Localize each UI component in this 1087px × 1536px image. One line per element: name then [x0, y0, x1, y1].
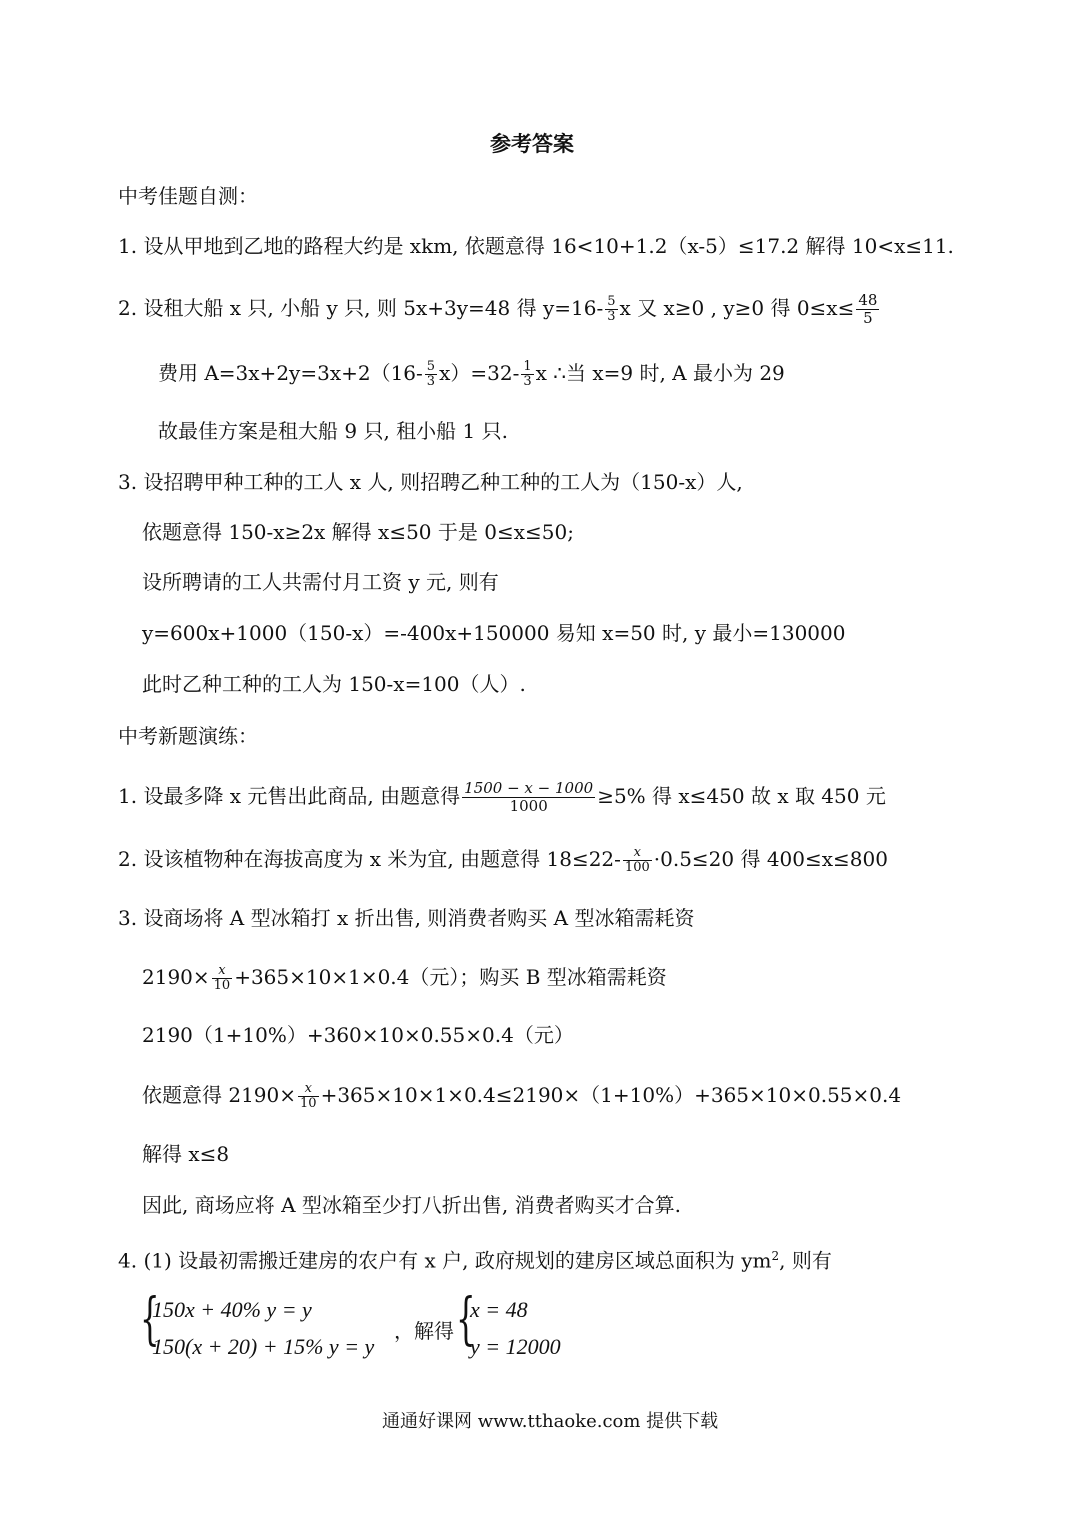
s2-q1-text-a: 1. 设最多降 x 元售出此商品, 由题意得: [118, 784, 461, 808]
s1-q2-l2-text-c: x ∴当 x=9 时, A 最小为 29: [535, 361, 785, 385]
fraction-numerator: 48: [858, 291, 878, 309]
s2-q3-l4-text-a: 依题意得 2190×: [142, 1083, 297, 1107]
fraction-denominator: 3: [426, 374, 436, 389]
s1-q3-line5: 此时乙种工种的工人为 150-x=100（人）.: [142, 672, 526, 696]
fraction-numerator: 5: [426, 359, 436, 374]
s1-q2-line1: [118, 292, 881, 327]
fraction-denominator: 3: [607, 309, 616, 324]
fraction-denominator: 100: [624, 860, 650, 875]
s1-q2-line2: [158, 360, 785, 389]
s2-q3-l2-text-a: 2190×: [142, 965, 210, 989]
s2-q4-l1-text-b: , 则有: [779, 1248, 832, 1273]
s2-q2-text-a: 2. 设该植物种在海拔高度为 x 米为宜, 由题意得 18≤22-: [118, 847, 621, 871]
page-title: 参考答案: [490, 131, 574, 156]
solution-y: y = 12000: [470, 1334, 561, 1359]
fraction-numerator: x: [298, 1082, 319, 1097]
left-brace-icon: {: [456, 1287, 476, 1352]
s1-q3-line3: 设所聘请的工人共需付月工资 y 元, 则有: [142, 570, 499, 594]
fraction-numerator: x: [212, 964, 233, 979]
s2-q3-line6: 因此, 商场应将 A 型冰箱至少打八折出售, 消费者购买才合算.: [142, 1193, 681, 1217]
system-equation-2: 150(x + 20) + 15% y = y: [152, 1334, 375, 1359]
s1-q1-line: 1. 设从甲地到乙地的路程大约是 xkm, 依题意得 16<10+1.2（x-5）≤17.2 解得 10<x≤11.: [118, 234, 954, 258]
fraction: [298, 1082, 319, 1111]
s2-q1-text-b: ≥5% 得 x≤450 故 x 取 450 元: [597, 784, 886, 808]
superscript: 2: [771, 1249, 780, 1263]
fraction: [425, 360, 437, 389]
solution-x: x = 48: [470, 1297, 528, 1322]
fraction-numerator: 1: [523, 359, 532, 374]
fraction-numerator: x: [623, 846, 652, 861]
page-footer: 通通好课网 www.tthaoke.com 提供下载: [382, 1411, 719, 1432]
s2-q3-line3: 2190（1+10%）+360×10×0.55×0.4（元）: [142, 1023, 574, 1047]
fraction: [462, 780, 595, 815]
s1-q2-l2-text-a: 费用 A=3x+2y=3x+2（16-: [158, 361, 423, 385]
fraction-numerator: 5: [607, 294, 616, 309]
fraction: [212, 964, 233, 993]
fraction: [521, 360, 533, 389]
fraction-denominator: 3: [523, 374, 532, 389]
s2-q3-line1: 3. 设商场将 A 型冰箱打 x 折出售, 则消费者购买 A 型冰箱需耗资: [118, 906, 695, 930]
s1-q2-l1-text-a: 2. 设租大船 x 只, 小船 y 只, 则 5x+3y=48 得 y=16-: [118, 296, 604, 320]
s1-q3-line1: 3. 设招聘甲种工种的工人 x 人, 则招聘乙种工种的工人为（150-x）人,: [118, 470, 743, 494]
s1-q3-line4: y=600x+1000（150-x）=-400x+150000 易知 x=50 时, y 最小=130000: [142, 621, 846, 645]
s1-q3-line2: 依题意得 150-x≥2x 解得 x≤50 于是 0≤x≤50;: [142, 520, 574, 544]
left-brace-icon: {: [140, 1287, 160, 1352]
section2-heading: 中考新题演练：: [118, 724, 258, 748]
fraction-numerator: 1500 − x − 1000: [464, 779, 594, 797]
s2-q3-line4: [142, 1082, 901, 1111]
fraction: [605, 295, 617, 324]
fraction-denominator: 1000: [509, 797, 548, 815]
system-solve-label: ，解得: [394, 1319, 454, 1343]
s2-q1-line: [118, 780, 886, 815]
s2-q2-text-b: ·0.5≤20 得 400≤x≤800: [653, 847, 888, 871]
fraction-denominator: 10: [213, 978, 231, 993]
fraction-denominator: 5: [863, 309, 873, 327]
s1-q2-l1-text-b: x 又 x≥0 , y≥0 得 0≤x≤: [619, 296, 855, 320]
fraction: [856, 292, 879, 327]
s1-q2-line3: 故最佳方案是租大船 9 只, 租小船 1 只.: [158, 419, 508, 443]
section1-heading: 中考佳题自测：: [118, 184, 258, 208]
s2-q3-l4-text-b: +365×10×1×0.4≤2190×（1+10%）+365×10×0.55×0.4: [320, 1083, 902, 1107]
system-equation-1: 150x + 40% y = y: [152, 1297, 312, 1322]
s2-q4-line1: [118, 1244, 832, 1273]
fraction-denominator: 10: [300, 1096, 317, 1111]
s2-q4-l1-text-a: 4. (1) 设最初需搬迁建房的农户有 x 户, 政府规划的建房区域总面积为 ym: [118, 1248, 772, 1273]
s2-q3-l2-text-b: +365×10×1×0.4（元）；购买 B 型冰箱需耗资: [234, 965, 667, 989]
s2-q2-line: [118, 846, 888, 875]
s1-q2-l2-text-b: x）=32-: [439, 361, 520, 385]
s2-q3-line5: 解得 x≤8: [142, 1142, 230, 1166]
fraction: [623, 846, 652, 875]
s2-q3-line2: [142, 964, 667, 993]
